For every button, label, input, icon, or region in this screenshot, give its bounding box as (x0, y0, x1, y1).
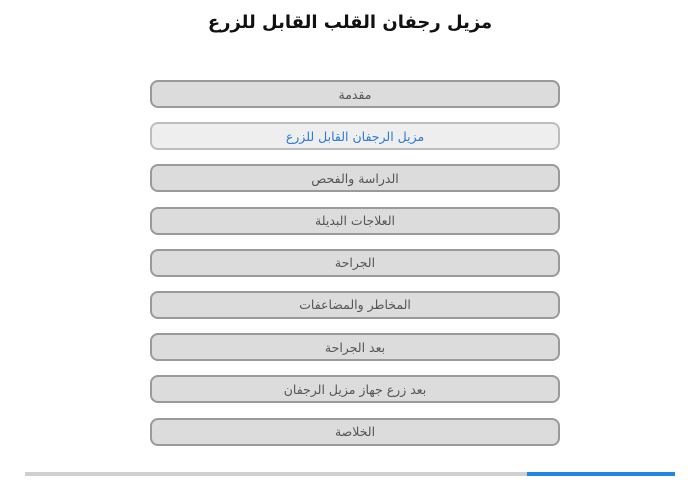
menu-item-summary[interactable]: الخلاصة (150, 418, 560, 446)
menu-item-after-surgery[interactable]: بعد الجراحة (150, 333, 560, 361)
progress-bar (25, 472, 675, 476)
progress-bar-fill (527, 472, 675, 476)
menu-item-study-and-exam[interactable]: الدراسة والفحص (150, 164, 560, 192)
menu-item-alternative-treatments[interactable]: العلاجات البديلة (150, 207, 560, 235)
menu-item-surgery[interactable]: الجراحة (150, 249, 560, 277)
menu-item-icd-active[interactable]: مزيل الرجفان القابل للزرع (150, 122, 560, 150)
menu-item-after-implant[interactable]: بعد زرع جهاز مزيل الرجفان (150, 375, 560, 403)
menu-item-introduction[interactable]: مقدمة (150, 80, 560, 108)
page-title: مزيل رجفان القلب القابل للزرع (207, 12, 493, 33)
menu-item-risks-and-complications[interactable]: المخاطر والمضاعفات (150, 291, 560, 319)
chapter-menu (150, 80, 560, 460)
